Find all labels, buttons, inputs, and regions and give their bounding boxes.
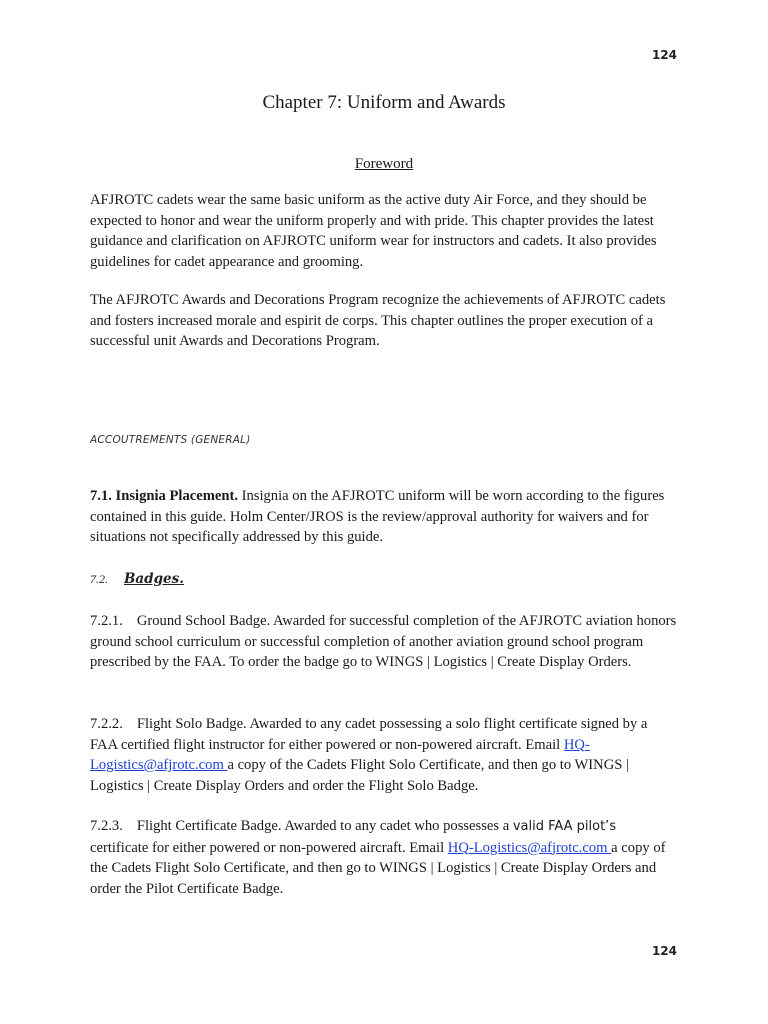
section-7-2-1 <box>90 611 678 673</box>
hq-logistics-email-link-2[interactable]: HQ-Logistics@afjrotc.com <box>447 839 612 856</box>
section-7-2-3-text: Flight Certificate Badge. Awarded to any cadet who possesses a <box>136 818 513 834</box>
section-7-2-1-text: Ground School Badge. Awarded for successful completion of the AFJROTC aviation honors ground school curriculum or successful completion of another aviation ground school program prescribed by the FAA. To order the badge go to WINGS | Logistics | Create Display Orders. <box>90 613 677 670</box>
section-7-2-title: Badges. <box>124 571 184 587</box>
section-7-2-1-number: 7.2.1. <box>90 613 123 629</box>
section-7-2-3-text-alt-font: valid FAA pilot’s <box>512 819 617 834</box>
page-number-bottom: 124 <box>651 944 677 958</box>
hq-logistics-email-link[interactable]: HQ-Logistics@afjrotc.com <box>90 736 590 773</box>
section-7-2-3-text-cont: certificate for either powered or non-powered aircraft. Email <box>90 839 448 856</box>
section-7-2-3 <box>90 816 678 899</box>
section-7-2-3-text-after: a copy of the Cadets Flight Solo Certificate, and then go to WINGS | Logistics | Create Display Orders and order the Pilot Certificate Badge. <box>90 839 666 897</box>
foreword-heading: Foreword <box>354 156 414 172</box>
section-7-2-2 <box>90 714 678 796</box>
section-label: ACCOUTREMENTS (GENERAL) <box>90 434 251 446</box>
section-7-2-2-number: 7.2.2. <box>90 716 123 732</box>
section-7-2-2-text: Flight Solo Badge. Awarded to any cadet possessing a solo flight certificate signed by a FAA certified flight instructor for either powered or non-powered aircraft. Email <box>90 716 648 753</box>
foreword-paragraph-1: AFJROTC cadets wear the same basic uniform as the active duty Air Force, and they should be expected to honor and wear the uniform properly and with pride. This chapter provides the latest guidance and clarification on AFJROTC uniform wear for instructors and cadets. It also provides guidelines for cadet appearance and grooming. <box>90 192 657 270</box>
section-7-2-number: 7.2. <box>90 572 108 586</box>
section-7-2-3-number: 7.2.3. <box>90 818 123 834</box>
foreword-paragraph-2: The AFJROTC Awards and Decorations Program recognize the achievements of AFJROTC cadets and fosters increased morale and espirit de corps. This chapter outlines the proper execution of a successful unit Awards and Decorations Program. <box>90 292 666 349</box>
section-7-1 <box>90 486 678 548</box>
section-7-2-heading <box>90 571 184 588</box>
chapter-title: Chapter 7: Uniform and Awards <box>262 92 506 113</box>
section-7-2-2-text-after: a copy of the Cadets Flight Solo Certificate, and then go to WINGS | Logistics | Create Display Orders and order the Flight Solo Badge. <box>90 757 629 794</box>
section-7-1-lead: 7.1. Insignia Placement. <box>90 488 238 504</box>
page-number-top: 124 <box>651 48 677 62</box>
section-7-1-text: Insignia on the AFJROTC uniform will be worn according to the figures contained in this guide. Holm Center/JROS is the review/approval authority for waivers and for situations not specifically addressed by this guide. <box>90 488 665 545</box>
